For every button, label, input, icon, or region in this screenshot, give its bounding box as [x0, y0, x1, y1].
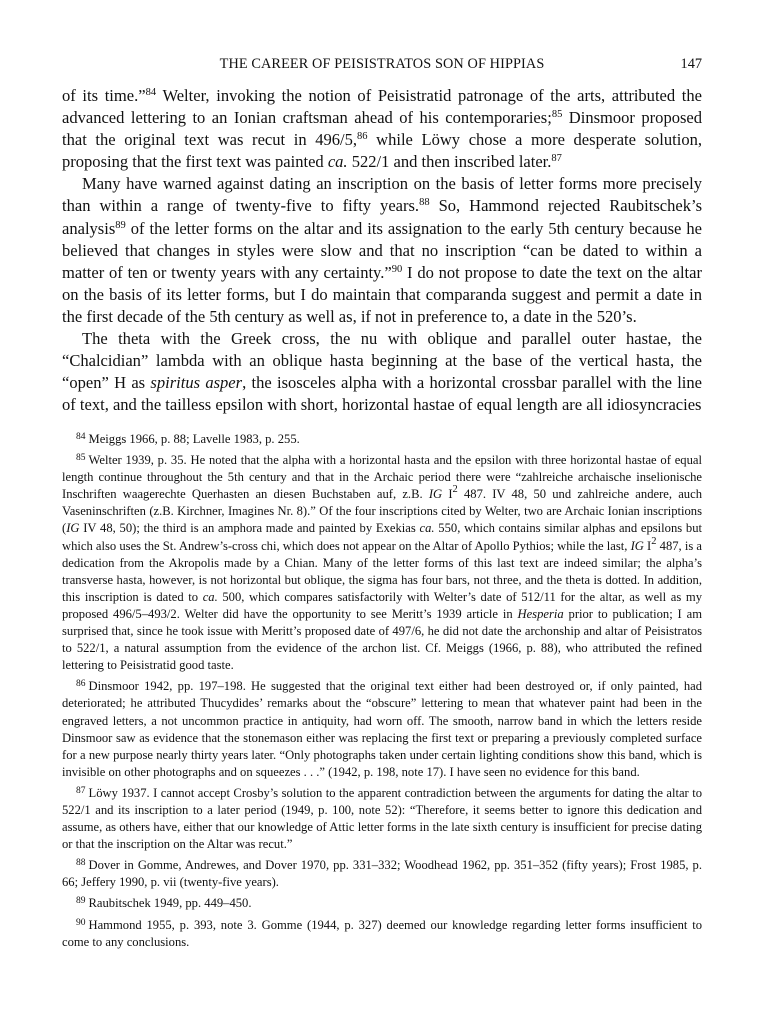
footnote-number: 87: [76, 785, 86, 796]
text-run: Hammond 1955, p. 393, note 3. Gomme (1944, p. 327) deemed our knowledge regarding letter forms insufficient to come to any conclusions.: [62, 917, 702, 949]
text-run: Raubitschek 1949, pp. 449–450.: [88, 896, 252, 911]
note-reference: 87: [551, 153, 562, 165]
note-reference: 90: [391, 263, 403, 275]
note-reference: 84: [145, 87, 157, 98]
footnote: [62, 676, 702, 781]
italic-text: ca.: [202, 589, 218, 604]
note-reference: 2: [452, 484, 458, 496]
text-run: Dover in Gomme, Andrewes, and Dover 1970, pp. 331–332; Woodhead 1962, pp. 351–352 (fifty years); Frost 1985, p. 66; Jeffery 1990, p. vii (twenty-five years).: [62, 858, 702, 890]
text-run: Dinsmoor proposed that the original text was recut in 496/5,: [62, 108, 703, 150]
body-paragraph: [62, 328, 702, 416]
text-run: Löwy 1937. I cannot accept Crosby’s solution to the apparent contradiction between the arguments for dating the altar to 522/1 and its inscription to a later period (1949, p. 100, note 52): “Therefore, it seems better to ignore this dedication and assume, as others have, either that our knowledge of Attic letter forms in the late sixth century is insufficient for precise dating or that the inscription on the Altar was recut.”: [62, 785, 702, 852]
text-run: 500, which compares satisfactorily with Welter’s date of 512/11 for the altar, as well as my proposed 496/5–493/2. Welter did have the opportunity to see Meritt’s 1939 article in: [62, 589, 703, 621]
text-run: The theta with the Greek cross, the nu with oblique and parallel outer hastae, the “Chalcidian” lambda with an oblique hasta beginning at the base of the vertical hasta, the “open” H as: [62, 329, 702, 393]
text-run: I: [442, 487, 453, 502]
note-reference: 86: [357, 131, 368, 143]
page-number: 147: [680, 56, 702, 72]
text-run: Welter 1939, p. 35. He noted that the alpha with a horizontal hasta and the epsilon with three horizontal hastae of equal length continue throughout the 5th century and that in the Archaic period there were “zahlreiche archaische inselionische Inschriften waagerechte Querhasten an diesen Buchstaben auf, z.B.: [62, 453, 702, 502]
footnotes: [62, 429, 702, 953]
text-run: 487, is a dedication from the Akropolis made by a Chian. Many of the letter forms of this last text are indeed similar; the alpha’s transverse hasta, however, is not horizontal but oblique, the sigma has four bars, not three, and the theta is dotted. In addition, this inscription is dated to: [62, 538, 703, 604]
italic-text: IG: [66, 521, 80, 536]
italic-text: IG: [428, 487, 443, 502]
text-run: IV 48, 50); the third is an amphora made and painted by Exekias: [79, 521, 420, 536]
text-run: 550, which contains similar alphas and epsilons but which also uses the St. Andrew’s-cross chi, which does not appear on the Altar of Apollo Pythios; while the last,: [62, 521, 703, 553]
text-run: prior to publication; I am surprised that, since he took issue with Meritt’s proposed date of 497/6, he did not date the archonship and altar of Peisistratos to 522/1, a natural assumption from the evidence of the archon list. Cf. Meiggs (1966, p. 88), who attributed the refined lettering to Peisistratid good taste.: [62, 606, 702, 673]
text-run: while Löwy chose a more desperate solution, proposing that the first text was painted: [62, 130, 702, 172]
italic-text: ca.: [419, 521, 435, 536]
footnote: [62, 855, 702, 891]
note-reference: 89: [115, 219, 126, 231]
running-title: THE CAREER OF PEISISTRATOS SON OF HIPPIAS: [219, 56, 545, 72]
text-run: So, Hammond rejected Raubitschek’s analysis: [62, 196, 702, 238]
footnote-number: 86: [76, 679, 86, 690]
text-run: 522/1 and then inscribed later.: [347, 152, 552, 172]
text-run: I: [643, 538, 652, 553]
text-run: I do not propose to date the text on the altar on the basis of its letter forms, but I do maintain that comparanda suggest and permit a date in the first decade of the 5th century as well as, if not in preference to, a date in the 520’s.: [62, 262, 702, 326]
footnote: [62, 915, 702, 951]
text-run: Meiggs 1966, p. 88; Lavelle 1983, p. 255.: [88, 432, 300, 446]
main-text: [62, 85, 702, 416]
text-run: , the isosceles alpha with a horizontal crossbar parallel with the line of text, and the tailless epsilon with short, horizontal hastae of equal length are all idiosyncracies: [62, 373, 703, 415]
footnote-number: 90: [76, 917, 86, 928]
footnote: [62, 783, 702, 853]
footnote-number: 85: [76, 453, 86, 464]
text-run: Many have warned against dating an inscription on the basis of letter forms more precisely than within a range of twenty-five to fifty years.: [62, 174, 702, 216]
footnote: [62, 450, 702, 674]
text-run: of the letter forms on the altar and its assignation to the early 5th century because he believed that changes in styles were slow and that no inscription “can be dated to within a matter of ten or twenty years with any certainty.”: [62, 218, 702, 282]
italic-text: spiritus asper: [150, 373, 243, 393]
note-reference: 2: [651, 535, 657, 547]
footnote-number: 88: [76, 858, 86, 869]
page-header: [62, 56, 702, 78]
footnote-number: 89: [76, 896, 86, 907]
footnote: [62, 893, 702, 912]
footnote-number: 84: [76, 432, 86, 442]
note-reference: 88: [419, 197, 430, 209]
body-paragraph: [62, 85, 702, 173]
italic-text: Hesperia: [517, 606, 564, 621]
note-reference: 85: [551, 109, 563, 121]
text-run: Dinsmoor 1942, pp. 197–198. He suggested that the original text either had been destroyed or, if only painted, had deteriorated; he attributed Thucydides’ remarks about the “obscure” lettering to mean that whatever paint had been in the engraved letters, a not uncommon practice in antiquity, had worn off. The smooth, narrow band in which the letters reside Dinsmoor saw as evidence that the stonemason either was replacing the first text or preparing a previously completed surface for a new purpose nearly thirty years later. “Only photographs taken under certain lighting conditions show this band, which is invisible on other photographs and on squeezes . . .” (1942, p. 198, note 17). I have seen no evidence for this band.: [62, 679, 702, 779]
body-paragraph: [62, 173, 702, 328]
text-run: Welter, invoking the notion of Peisistratid patronage of the arts, attributed the advanced lettering to an Ionian craftsman ahead of his contemporaries;: [62, 86, 702, 128]
italic-text: IG: [630, 538, 644, 553]
text-run: of its time.”: [62, 86, 146, 105]
footnote: [62, 429, 702, 448]
italic-text: ca.: [327, 152, 348, 172]
text-run: 487. IV 48, 50 und zahlreiche andere, auch Vaseninschriften (z.B. Kirchner, Imagines Nr. 8).” Of the four inscriptions cited by Welter, two are Archaic Ionian inscriptions (: [62, 487, 702, 536]
